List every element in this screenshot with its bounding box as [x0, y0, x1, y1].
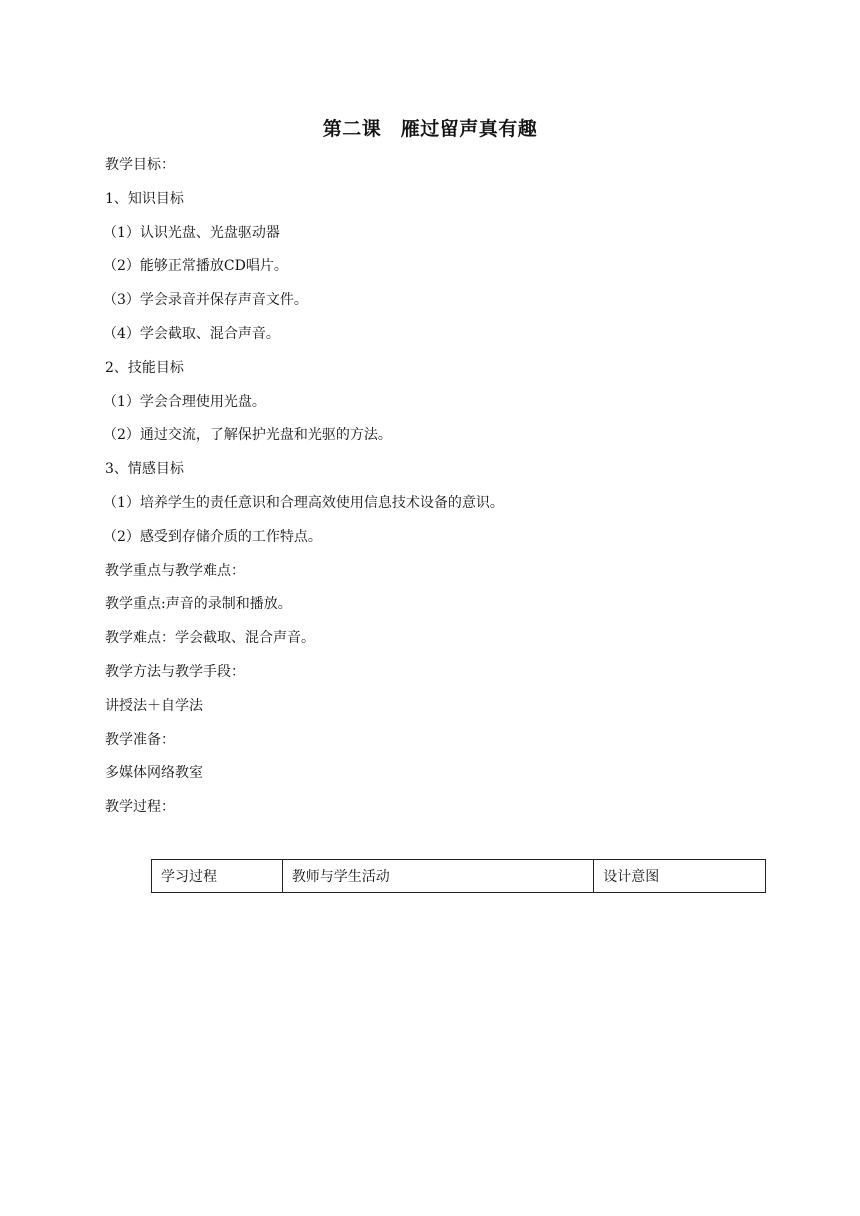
- page-title: 第二课 雁过留声真有趣: [322, 118, 538, 140]
- text-line: 教学准备：: [105, 731, 175, 748]
- text-line: 教学难点：学会截取、混合声音。: [105, 630, 315, 647]
- process-table: [151, 859, 766, 893]
- text-line: （1）认识光盘、光盘驱动器: [103, 224, 280, 241]
- text-line: 教学过程：: [105, 799, 175, 816]
- text-line: 教学方法与教学手段：: [105, 663, 245, 680]
- text-line: 教学目标：: [105, 157, 175, 173]
- text-line: 教学重点:声音的录制和播放。: [105, 596, 292, 613]
- text-line: 3、情感目标: [105, 461, 184, 478]
- text-line: 教学重点与教学难点：: [105, 562, 245, 579]
- text-line: 2、技能目标: [105, 359, 184, 376]
- table-header-cell: 教师与学生活动: [282, 860, 593, 893]
- text-line: （1）学会合理使用光盘。: [103, 393, 266, 410]
- table-header-cell: 设计意图: [594, 860, 766, 893]
- table-header-cell: 学习过程: [152, 860, 283, 893]
- text-line: （2）通过交流，了解保护光盘和光驱的方法。: [103, 427, 392, 444]
- text-line: （1）培养学生的责任意识和合理高效使用信息技术设备的意识。: [103, 494, 504, 511]
- text-line: 多媒体网络教室: [105, 765, 203, 782]
- text-line: （4）学会截取、混合声音。: [103, 325, 280, 342]
- text-line: （3）学会录音并保存声音文件。: [103, 292, 308, 309]
- table-header-row: [152, 860, 766, 893]
- text-line: （2）感受到存储介质的工作特点。: [103, 528, 322, 545]
- text-line: 1、知识目标: [105, 190, 184, 207]
- text-line: （2）能够正常播放CD唱片。: [103, 258, 288, 275]
- text-line: 讲授法＋自学法: [105, 697, 203, 714]
- document-body: [105, 155, 785, 831]
